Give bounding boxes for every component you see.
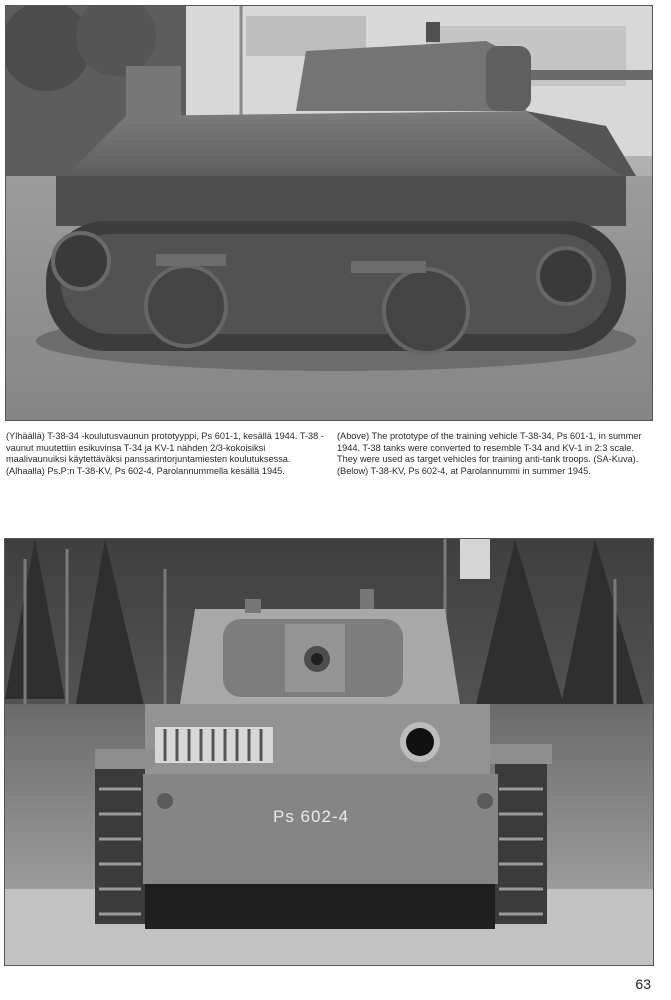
- caption-finnish: (Ylhäällä) T-38-34 -koulutusvaunun prototyyppi, Ps 601-1, kesällä 1944. T-38 -vaunut muutettiin esikuvinsa T-34 ja KV-1 nähden 2/3-kokoisiksi maalivaunuiksi käytettäväksi panssarintorjuntamiesten koulutuksessa. (Alhaalla) Ps.P:n T-38-KV, Ps 602-4, Parolannummella kesällä 1945.: [6, 431, 324, 476]
- hull-marking: Ps 602-4: [273, 807, 350, 826]
- caption-english: (Above) The prototype of the training vehicle T-38-34, Ps 601-1, in summer 1944. T-38 tanks were converted to resemble T-34 and KV-1 in 2:3 scale. They were used as target vehicles for training anti-tank troops. (SA-Kuva). (Below) T-38-KV, Ps 602-4, at Parolannummi in summer 1945.: [337, 431, 642, 476]
- page-number: 63: [635, 976, 651, 992]
- photo-t38-34-prototype: [5, 5, 653, 421]
- photo-t38-kv-ps602-4: [4, 538, 654, 966]
